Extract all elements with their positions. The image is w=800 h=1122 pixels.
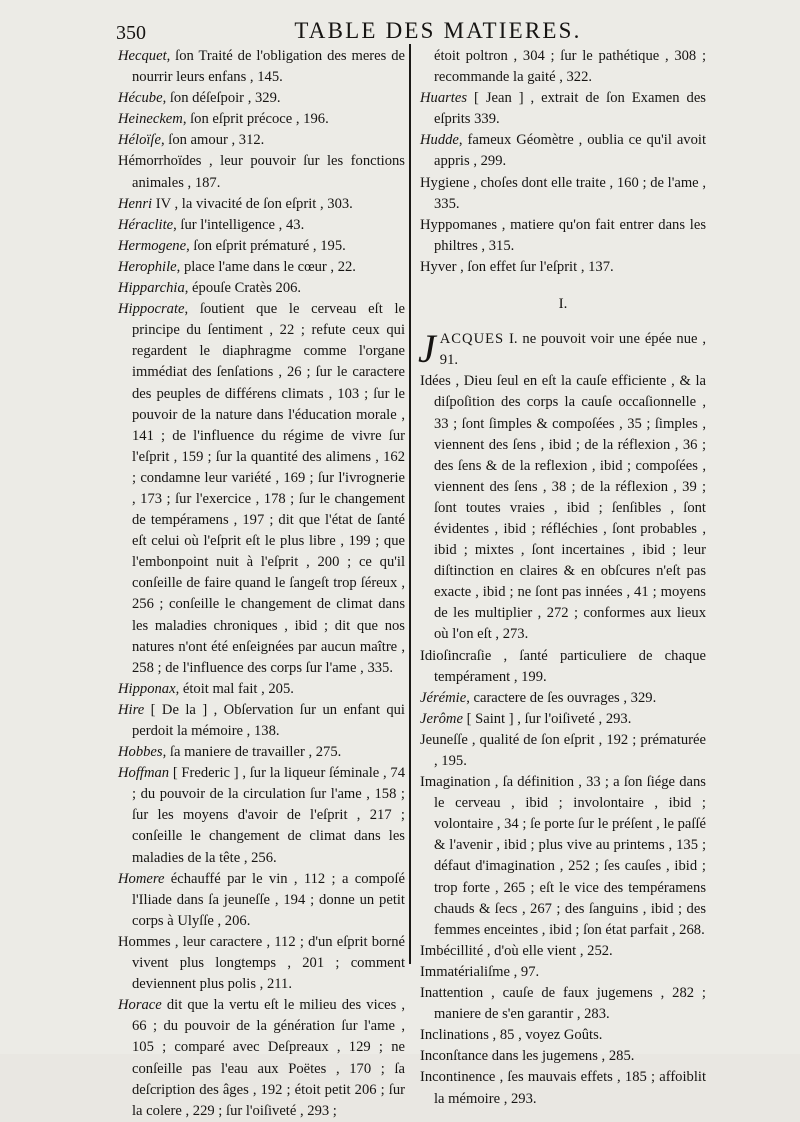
section-letter: I. [558, 296, 568, 313]
entry-text: [ Jean ] , extrait de ſon Examen des eſprits 339. [434, 90, 706, 128]
entry-text: Inconſtance dans les jugemens , 285. [420, 1048, 635, 1065]
entry-headword: Horace [118, 997, 162, 1014]
index-entry [118, 236, 405, 257]
index-entry [420, 983, 706, 1025]
index-entry [118, 742, 405, 763]
index-entry [118, 299, 405, 679]
entry-headword: Huartes [420, 90, 468, 107]
entry-text: , ſa maniere de travailler , 275. [162, 744, 342, 761]
index-entry [420, 46, 706, 88]
entry-text: , ſon déſeſpoir , 329. [162, 90, 281, 107]
index-entry [420, 371, 706, 645]
entry-text: , ſon amour , 312. [160, 132, 265, 149]
index-entry [118, 130, 405, 151]
right-column [420, 46, 706, 1110]
index-entry [118, 109, 405, 130]
entry-headword: Hire [118, 701, 145, 718]
entry-headword: Henri [118, 195, 153, 212]
index-entry [118, 700, 405, 742]
index-entry [420, 730, 706, 772]
left-column [118, 46, 405, 1122]
entry-text: Jeuneſſe , qualité de ſon eſprit , 192 ; prématurée , 195. [420, 731, 706, 769]
index-entry [420, 257, 706, 278]
index-entry [420, 1067, 706, 1109]
entry-headword: Hudde [420, 132, 459, 149]
index-entry [420, 688, 706, 709]
entry-text: Imbécillité , d'où elle vient , 252. [420, 942, 613, 959]
index-entry [118, 679, 405, 700]
entry-text: Imagination , ſa définition , 33 ; a ſon ſiége dans le cerveau , ibid ; involontaire , ibid ; volontaire , 34 ; ſe porte ſur le préſent , le paſſé & l'avenir , ibid ; plus vive au printems , 135 ; défaut d'imagination , 252 ; ſes cauſes , ibid ; trop forte , 265 ; eſt le vice des tempéramens chauds & ſecs , 267 ; des ſanguins , ibid ; des femmes enceintes , ibid ; ſon état parfait , 268. [420, 774, 706, 938]
drop-capital: J [418, 326, 436, 372]
entry-text: I. ne pouvoit voir une épée nue , 91. [439, 331, 706, 369]
index-entry [420, 941, 706, 962]
entry-text: dit que la vertu eſt le milieu des vices , 66 ; du pouvoir de la génération ſur l'ame , 105 ; comparé avec Deſpreaux , 129 ; ne conſeille pas l'eau aux Poëtes , 170 ; ſa deſcription des âges , 192 ; étoit petit 206 ; ſur la colere , 229 ; ſur l'oiſiveté , 293 ; [132, 997, 405, 1119]
index-entry [420, 88, 706, 130]
index-entry [118, 194, 405, 215]
index-entry [118, 763, 405, 868]
right-column-i-entries [420, 371, 706, 1109]
index-entry [420, 1046, 706, 1067]
entry-headword: Hoffman [118, 765, 170, 782]
entry-headword: Hipparchia [118, 280, 185, 297]
entry-text: échauffé par le vin , 112 ; a compoſé l'Iliade dans ſa jeuneſſe , 194 ; donne un petit corps à Ulyſſe , 206. [132, 870, 405, 929]
entry-headword: Héloïſe [118, 132, 161, 149]
entry-text: Idées , Dieu ſeul en eſt la cauſe efficiente , & la diſpoſition des corps la cauſe occaſionnelle , 33 ; ſont ſimples & compoſées , 35 ; ſimples , viennent des ſens , ibid ; de la réflexion , 36 ; des ſens & de la reflexion , ibid ; compoſées , viennent des ſens , 38 ; de la réflexion , 39 ; ſont toutes vraies , ibid ; ſenſibles , ſont évidentes , ibid ; réfléchies , ſont probables , ibid ; mixtes , ſont incertaines , ibid ; leur diſtinction en claires & en obſcures n'eſt pas exacte , ibid ; ne ſont pas innées , 41 ; moyens de les multiplier , 272 ; conformes aux lieux où l'on eſt , 273. [420, 373, 706, 643]
entry-headword: Herophile [118, 258, 177, 275]
index-entry [420, 215, 706, 257]
entry-headword: Hobbes [118, 744, 163, 761]
entry-text: Incontinence , ſes mauvais effets , 185 ; affoiblit la mémoire , 293. [420, 1069, 706, 1107]
index-entry [420, 709, 706, 730]
entry-text: [ Saint ] , ſur l'oiſiveté , 293. [462, 710, 632, 727]
entry-text: , ſur l'intelligence , 43. [173, 216, 305, 233]
entry-text: Inclinations , 85 , voyez Goûts. [420, 1027, 603, 1044]
entry-text: Hyver , ſon effet ſur l'eſprit , 137. [420, 258, 614, 275]
entry-text: Hémorrhoïdes , leur pouvoir ſur les fonctions animales , 187. [118, 153, 405, 191]
entry-text: Hygiene , choſes dont elle traite , 160 ; de l'ame , 335. [420, 174, 706, 212]
entry-text: , fameux Géomètre , oublia ce qu'il avoit appris , 299. [434, 132, 706, 170]
entry-headword: Homere [118, 870, 165, 887]
index-entry [420, 173, 706, 215]
entry-text: , ſon Traité de l'obligation des meres de nourrir leurs enfans , 145. [132, 48, 405, 86]
entry-text: Immatérialiſme , 97. [420, 963, 540, 980]
index-entry [118, 869, 405, 932]
entry-headword: Jérémie [420, 689, 467, 706]
index-entry [118, 88, 405, 109]
index-entry [118, 995, 405, 1122]
entry-text: étoit poltron , 304 ; ſur le pathétique , 308 ; recommande la gaité , 322. [434, 48, 706, 86]
index-entry [118, 278, 405, 299]
entry-text: , caractere de ſes ouvrages , 329. [466, 689, 657, 706]
entry-headword: Hécube [118, 90, 163, 107]
entry-headword: Hermogene [118, 237, 187, 254]
entry-headword: Hecquet [118, 48, 167, 64]
entry-text: , étoit mal fait , 205. [175, 680, 294, 697]
index-entry-jacques [418, 326, 706, 372]
entry-headword: Hipponax [118, 680, 176, 697]
entry-text: Hyppomanes , matiere qu'on fait entrer dans les philtres , 315. [420, 216, 706, 254]
index-entry [118, 46, 405, 88]
entry-headword: Jerôme [420, 710, 463, 727]
page-number: 350 [116, 22, 146, 44]
entry-text: , ſoutient que le cerveau eſt le principe du ſentiment , 22 ; refute ceux qui regardent le diaphragme comme l'organe immédiat des ſenſations , 26 ; ſur le caractere des peuples de différens climats , 103 ; ſur le pouvoir de la nature dans l'éducation morale , 141 ; de l'influence du régime de vivre ſur l'eſprit , 159 ; ſur la quantité des alimens , 162 ; condamne leur variété , 169 ; ſur l'ivrognerie , 173 ; ſur l'exercice , 178 ; ſur le changement de tempéramens , 197 ; dit que l'état de ſanté eſt celui où l'eſprit eſt le plus libre , 199 ; que l'embonpoint nuit à l'eſprit , 200 ; ce qu'il conſeille de faire quand le ſangeſt trop ſéreux , 256 ; conſeille le changement de climat dans les maladies chroniques , ibid ; dit que nos natures n'ont été enſeignées par aucun maître , 258 ; de l'influence des corps ſur l'ame , 335. [132, 301, 405, 676]
entry-text: IV , la vivacité de ſon eſprit , 303. [152, 195, 353, 212]
entry-headword: Hippocrate [118, 301, 185, 318]
right-column-h-entries [420, 46, 706, 278]
index-entry [420, 130, 706, 172]
column-divider [409, 44, 411, 964]
index-entry [420, 772, 706, 941]
entry-text: [ Frederic ] , ſur la liqueur ſéminale , 74 ; du pouvoir de la circulation ſur l'ame , 158 ; ſur les moyens d'avoir de l'eſprit , 217 ; conſeille le changement de climat dans les maladies de la tête , 256. [132, 765, 405, 866]
page-header [116, 18, 760, 46]
running-title: TABLE DES MATIERES. [294, 18, 582, 43]
index-entry [420, 646, 706, 688]
index-entry [420, 962, 706, 983]
index-entry [118, 257, 405, 278]
entry-text: Hommes , leur caractere , 112 ; d'un eſprit borné vivent plus longtemps , 201 ; comment deviennent plus polis , 211. [118, 933, 405, 993]
entry-text: Idioſincraſie , ſanté particuliere de chaque tempérament , 199. [420, 647, 706, 685]
entry-headword: Heineckem [118, 111, 183, 128]
entry-text: , épouſe Cratès 206. [184, 280, 302, 297]
entry-text: [ De la ] , Obſervation ſur un enfant qui perdoit la mémoire , 138. [132, 701, 405, 739]
entry-text: , place l'ame dans le cœur , 22. [176, 258, 356, 275]
index-entry [118, 215, 405, 236]
index-entry [118, 932, 405, 995]
entry-text: , ſon eſprit prématuré , 195. [186, 237, 346, 254]
entry-text: Inattention , cauſe de faux jugemens , 282 ; maniere de s'en garantir , 283. [420, 985, 706, 1023]
entry-text: , ſon eſprit précoce , 196. [182, 111, 329, 128]
index-entry [118, 151, 405, 193]
index-entry [420, 1025, 706, 1046]
entry-headword: ACQUES [439, 331, 505, 348]
entry-headword: Héraclite [118, 216, 174, 233]
